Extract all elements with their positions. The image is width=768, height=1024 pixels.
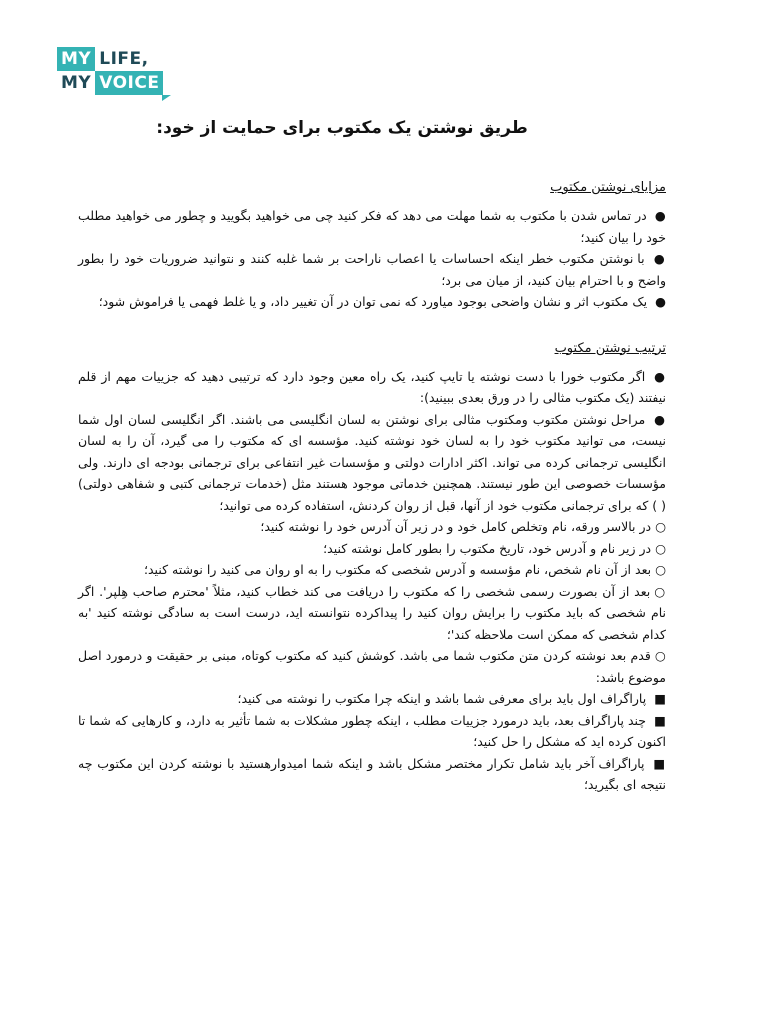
list-item: ● با نوشتن مکتوب خطر اینکه احساسات یا اعصاب ناراحت بر شما غلبه کنند و نتوانید ضروریات خود را بطور واضح و با احترام بیان کنید، از میان می برد؛: [78, 251, 666, 288]
speech-bubble-tail-icon: [162, 95, 171, 101]
sub-list-item: ○بعد از آن بصورت رسمی شخصی را که مکتوب را دریافت می کند خطاب کنید، مثلاً 'محترم صاحب هِلپر'. اگر نام شخصی که باید مکتوب را برایش روان کنید را پیداکرده نتوانسته اید، درست است به سادگی نوشته کنید 'به کدام شخصی که ممکن است ملاحظه کند'؛: [78, 583, 666, 642]
logo-row-top: [57, 47, 153, 71]
section-heading-order: ترتیب نوشتن مکتوب: [554, 340, 666, 356]
logo-row-bottom: [57, 71, 163, 95]
bullet-icon: ●: [654, 208, 666, 223]
hollow-bullet-icon: ○: [654, 583, 666, 599]
sub-list-item: ○در زیر نام و آدرس خود، تاریخ مکتوب را بطور کامل نوشته کنید؛: [323, 540, 666, 556]
list-item: ● مراحل نوشتن مکتوب ومکتوب مثالی برای نوشتن به لسان انگلیسی می باشند. اگر انگلیسی لسان اول شما نیست، می توانید مکتوب خود را به لسان خود نوشته کنید. مؤسسه ای که مکتوب را می گیرد، آن را به لسان انگلیسی ترجمانی کرده می تواند. اکثر ادارات دولتی و مؤسسات غیر انتفاعی برای ترجمانی بودجه ای دارند. ولی مؤسسات خصوصی این طور نیستند. همچنین خدماتی موجود هستند مثل (خدمات ترجمانی کتبی و شفاهی دولتی) ( ) که برای ترجمانی مکتوب خود از آنها، قبل از روان کردنش، استفاده کرده می توانید؛: [78, 411, 666, 513]
hollow-bullet-icon: ○: [655, 540, 666, 556]
sub-sub-list-item: ■ پاراگراف آخر باید شامل تکرار مختصر مشکل باشد و اینکه شما امیدوارهستید با نوشته کردن این مکتوب چه نتیجه ای بگیرید؛: [78, 755, 666, 792]
list-item: ● در تماس شدن با مکتوب به شما مهلت می دهد که فکر کنید چی می خواهید بگویید و چطور می خواهید مطلب خود را بیان کنید؛: [78, 208, 666, 245]
benefits-list: [78, 205, 666, 313]
logo: [57, 47, 177, 99]
hollow-bullet-icon: ○: [655, 562, 666, 577]
document-body: [78, 118, 666, 796]
sub-sub-list-item: ■ چند پاراگراف بعد، باید درمورد جزییات مطلب ، اینکه چطور مشکلات به شما تأثیر به دارد، و کارهایی که شما تا اکنون کرده اید که مشکل را حل کنید؛: [78, 712, 666, 749]
list-item: ● یک مکتوب اثر و نشان واضحی بوجود میاورد که نمی توان در آن تغییر داد، و یا غلط فهمی یا فراموش شود؛: [98, 294, 666, 309]
square-bullet-icon: ■: [654, 691, 666, 706]
logo-word-life: LIFE,: [99, 49, 149, 69]
bullet-icon: ●: [654, 411, 666, 427]
order-list: [78, 366, 666, 796]
sub-list-item: ○قدم بعد نوشته کردن متن مکتوب شما می باشد. کوشش کنید که مکتوب کوتاه، مبنی بر حقیقت و درمورد اصل موضوع باشد:: [78, 648, 666, 685]
bullet-icon: ●: [655, 294, 666, 309]
hollow-bullet-icon: ○: [655, 519, 666, 534]
bullet-icon: ●: [653, 251, 666, 266]
hollow-bullet-icon: ○: [654, 648, 666, 663]
section-heading-benefits: مزایای نوشتن مکتوب: [550, 180, 666, 195]
logo-tile-voice: VOICE: [95, 71, 163, 95]
sub-list-item: ○بعد از آن نام شخص، نام مؤسسه و آدرس شخصی که مکتوب را به او روان می کنید را نوشته کنید؛: [144, 562, 666, 577]
list-item: ● اگر مکتوب خورا با دست نوشته یا تایپ کنید، یک راه معین وجود دارد که ترتیبی دهید که جزییات مهم از قلم نیفتند (یک مکتوب مثالی را در ورق بعدی ببینید):: [78, 368, 666, 405]
bullet-icon: ●: [654, 368, 666, 384]
square-bullet-icon: ■: [653, 755, 666, 771]
sub-sub-list-item: ■ پاراگراف اول باید برای معرفی شما باشد و اینکه چرا مکتوب را نوشته می کنید؛: [237, 691, 666, 706]
sub-list-item: ○در بالاسر ورقه، نام وتخلص کامل خود و در زیر آن آدرس خود را نوشته کنید؛: [260, 519, 666, 534]
logo-word-my: MY: [61, 73, 92, 93]
square-bullet-icon: ■: [654, 712, 666, 728]
logo-tile-my: MY: [57, 47, 95, 71]
page-title: طریق نوشتن یک مکتوب برای حمایت از خود:: [156, 118, 528, 138]
